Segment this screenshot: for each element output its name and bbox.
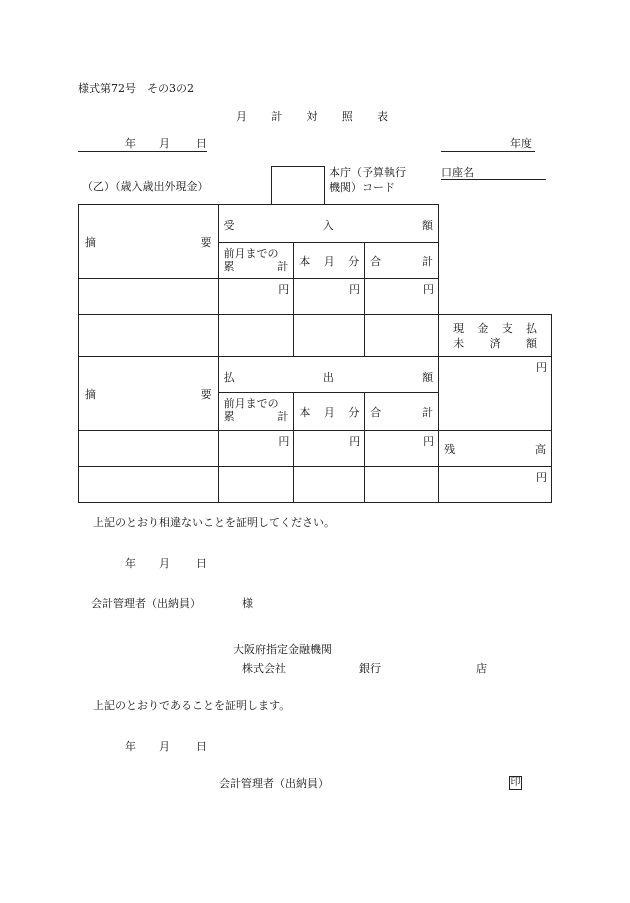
header-date-year: 年 <box>125 137 136 150</box>
cert1-honorific: 様 <box>242 597 253 610</box>
category-label: （乙）（歳入歳出外現金） <box>82 180 209 193</box>
payments-blank-summary[interactable] <box>79 467 219 503</box>
receipts-month-amount[interactable]: 円 <box>294 279 365 315</box>
cert1-date-day: 日 <box>196 557 207 570</box>
form-number: 様式第72号 その3の2 <box>78 82 194 95</box>
cert2-date-day: 日 <box>196 740 207 753</box>
bank-company: 株式会社 <box>242 662 286 675</box>
header-date-underline <box>78 151 207 152</box>
agency-code-box[interactable] <box>271 166 325 205</box>
payments-summary-cell[interactable] <box>79 431 219 467</box>
fiscal-year-label: 年度 <box>510 137 532 150</box>
receipts-blank-month[interactable] <box>294 315 365 357</box>
cert1-addressee: 会計管理者（出納員） <box>91 597 201 610</box>
header-date-day: 日 <box>196 137 207 150</box>
fiscal-year-underline <box>441 151 535 152</box>
payments-col-prev: 前月までの 累 計 <box>218 393 294 431</box>
bank-bank: 銀行 <box>359 662 381 675</box>
payments-summary-header: 摘 要 <box>79 357 219 431</box>
cash-unpaid-amount[interactable]: 円 <box>439 357 552 431</box>
payments-total-amount[interactable]: 円 <box>365 431 439 467</box>
payments-blank-total[interactable] <box>365 467 439 503</box>
receipts-prev-amount[interactable]: 円 <box>218 279 294 315</box>
receipts-total-amount[interactable]: 円 <box>365 279 439 315</box>
receipts-blank-summary[interactable] <box>79 315 219 357</box>
code-label-line1: 本庁（予算執行 <box>329 166 406 179</box>
seal-icon: 印 <box>510 777 521 788</box>
title-char: 対 <box>306 110 318 123</box>
cert1-date-year: 年 <box>125 557 136 570</box>
receipts-col-total: 合 計 <box>365 243 439 279</box>
form-title <box>236 110 388 123</box>
cert2-text: 上記のとおりであることを証明します。 <box>93 699 291 712</box>
payments-blank-month[interactable] <box>294 467 365 503</box>
receipts-blank-prev[interactable] <box>218 315 294 357</box>
receipts-table <box>78 204 439 315</box>
payments-heading: 払 出 額 <box>218 357 439 393</box>
balance-label: 残 高 <box>439 431 552 467</box>
receipts-summary-header: 摘 要 <box>79 205 219 279</box>
cash-unpaid-label: 現 金 支 払 未 済 額 <box>439 315 552 357</box>
receipts-heading: 受 入 額 <box>218 205 439 243</box>
account-name-underline <box>441 179 546 180</box>
title-char: 照 <box>341 110 353 123</box>
cert2-date-year: 年 <box>125 740 136 753</box>
receipts-summary-cell[interactable] <box>79 279 219 315</box>
cert2-date-month: 月 <box>159 740 170 753</box>
bank-branch: 店 <box>476 662 487 675</box>
payments-month-amount[interactable]: 円 <box>294 431 365 467</box>
receipts-col-month: 本 月 分 <box>294 243 365 279</box>
payments-table <box>78 314 552 503</box>
header-date-month: 月 <box>159 137 170 150</box>
payments-blank-prev[interactable] <box>218 467 294 503</box>
title-char: 計 <box>271 110 283 123</box>
code-label-line2: 機関）コード <box>329 181 395 194</box>
cert1-date-month: 月 <box>159 557 170 570</box>
receipts-col-prev: 前月までの 累 計 <box>218 243 294 279</box>
title-char: 表 <box>377 110 388 123</box>
receipts-blank-total[interactable] <box>365 315 439 357</box>
balance-amount[interactable]: 円 <box>439 467 552 503</box>
cert2-signer: 会計管理者（出納員） <box>219 777 329 790</box>
cert1-text: 上記のとおり相違ないことを証明してください。 <box>93 516 335 529</box>
account-name-label: 口座名 <box>441 166 474 179</box>
payments-col-total: 合 計 <box>365 393 439 431</box>
payments-prev-amount[interactable]: 円 <box>218 431 294 467</box>
title-char: 月 <box>236 110 247 123</box>
bank-designation: 大阪府指定金融機関 <box>233 643 332 656</box>
payments-col-month: 本 月 分 <box>294 393 365 431</box>
